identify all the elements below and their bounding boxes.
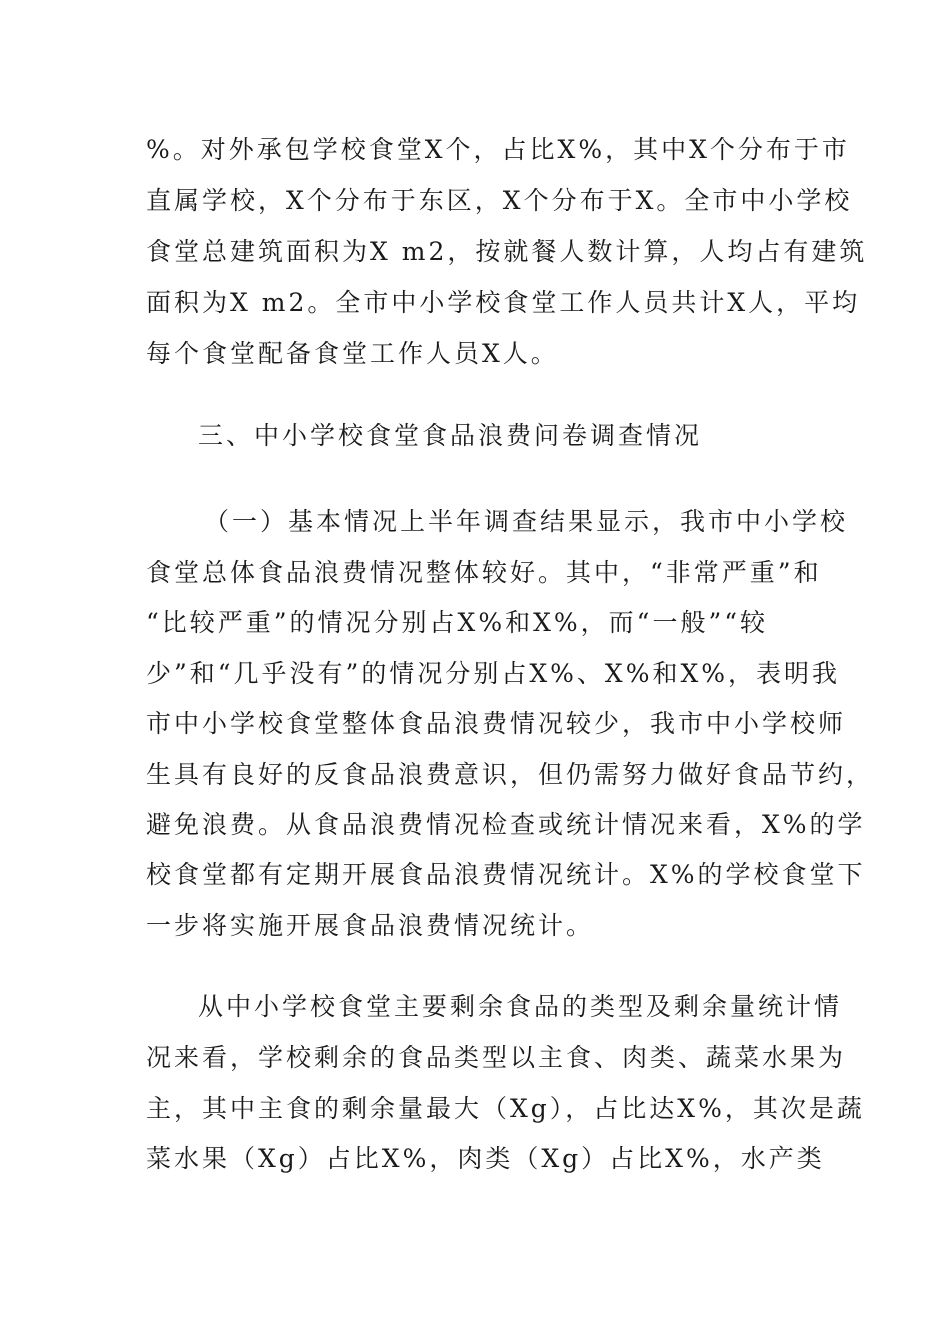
paragraph-1-line-2: 直属学校，X个分布于东区，X个分布于X。全市中小学校 — [146, 186, 853, 215]
paragraph-3-line-4: 菜水果（Xg）占比X%，肉类（Xg）占比X%，水产类 — [146, 1144, 825, 1173]
paragraph-3-line-1: 从中小学校食堂主要剩余食品的类型及剩余量统计情 — [198, 992, 843, 1021]
paragraph-2-line-6: 生具有良好的反食品浪费意识，但仍需努力做好食品节约， — [146, 760, 875, 789]
paragraph-2-line-2: 食堂总体食品浪费情况整体较好。其中，“非常严重”和 — [146, 558, 822, 587]
paragraph-2-line-1: （一）基本情况上半年调查结果显示，我市中小学校 — [204, 507, 849, 536]
paragraph-1-line-4: 面积为X m2。全市中小学校食堂工作人员共计X人，平均 — [146, 288, 861, 317]
paragraph-1-line-5: 每个食堂配备食堂工作人员X人。 — [146, 339, 559, 368]
section-heading: 三、中小学校食堂食品浪费问卷调查情况 — [198, 421, 703, 450]
paragraph-3-line-3: 主，其中主食的剩余量最大（Xg），占比达X%，其次是蔬 — [146, 1094, 865, 1123]
paragraph-2-line-3: “比较严重”的情况分别占X%和X%，而“一般”“较 — [146, 608, 769, 637]
paragraph-2-line-7: 避免浪费。从食品浪费情况检查或统计情况来看，X%的学 — [146, 810, 866, 839]
paragraph-1-line-1: %。对外承包学校食堂X个，占比X%，其中X个分布于市 — [146, 135, 850, 164]
paragraph-1-line-3: 食堂总建筑面积为X m2，按就餐人数计算，人均占有建筑 — [146, 237, 868, 266]
paragraph-2-line-9: 一步将实施开展食品浪费情况统计。 — [146, 911, 595, 940]
paragraph-2-line-5: 市中小学校食堂整体食品浪费情况较少，我市中小学校师 — [146, 709, 847, 738]
paragraph-3-line-2: 况来看，学校剩余的食品类型以主食、肉类、蔬菜水果为 — [146, 1043, 847, 1072]
paragraph-2-line-4: 少”和“几乎没有”的情况分别占X%、X%和X%，表明我 — [146, 659, 841, 688]
paragraph-2-line-8: 校食堂都有定期开展食品浪费情况统计。X%的学校食堂下 — [146, 860, 866, 889]
